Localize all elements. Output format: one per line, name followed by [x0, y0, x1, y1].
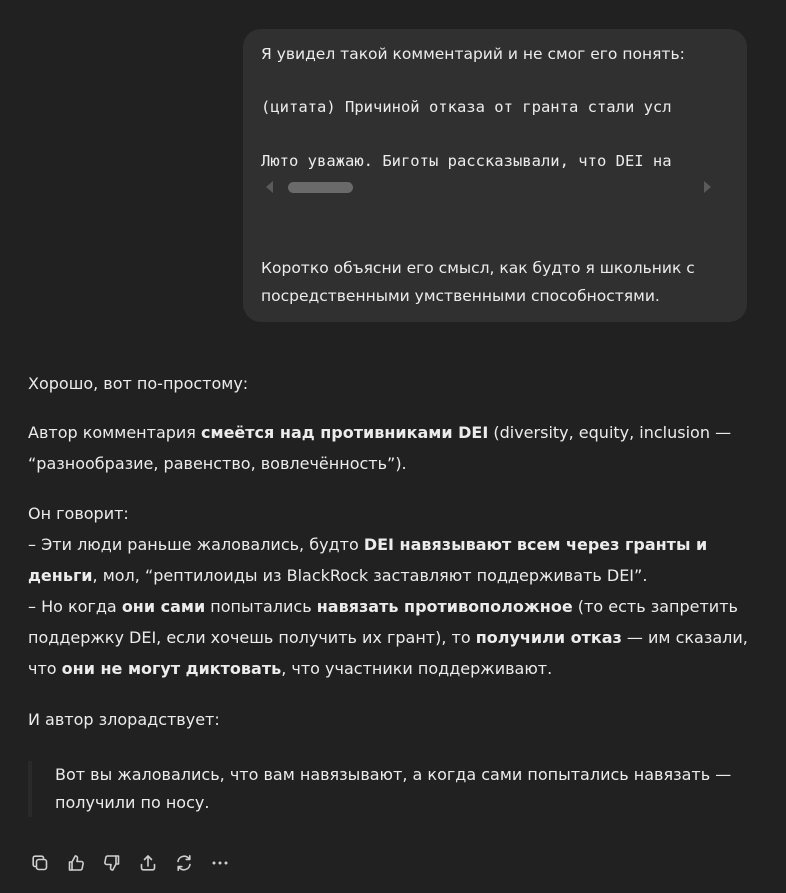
assistant-definition: [28, 417, 753, 479]
text-span: – Эти люди раньше жаловались, будто: [28, 535, 364, 554]
horizontal-scrollbar[interactable]: [261, 179, 729, 195]
text-span: , что участники поддерживают.: [281, 659, 553, 678]
text-span: (то есть запретить поддержку DEI, если хочешь получить их грант), то: [28, 597, 738, 647]
assistant-gloat: И автор злорадствует:: [28, 710, 220, 729]
thumbs-up-button[interactable]: [65, 852, 87, 874]
thumbs-up-icon: [66, 853, 86, 873]
bold-span: они не могут диктовать: [61, 659, 282, 678]
text-span: – Но когда: [28, 597, 122, 616]
scroll-right-arrow-icon[interactable]: [704, 181, 711, 193]
bold-span: DEI навязывают всем через гранты и деньги: [28, 535, 708, 585]
code-line-comment: Люто уважаю. Биготы рассказывали, что DEI на: [261, 152, 672, 170]
bold-span: смеётся над противниками DEI: [201, 423, 489, 442]
text-span: (diversity, equity, inclusion — “разнообразие, равенство, вовлечённость”).: [28, 423, 732, 473]
text-span: — им сказали, что: [28, 628, 748, 678]
share-icon: [138, 853, 158, 873]
user-message-intro: Я увидел такой комментарий и не смог его понять:: [261, 45, 685, 63]
assistant-explanation: [28, 498, 753, 684]
bold-span: получили отказ: [475, 628, 622, 647]
regenerate-button[interactable]: [173, 852, 195, 874]
share-button[interactable]: [137, 852, 159, 874]
copy-icon: [30, 853, 50, 873]
user-message-bubble: [243, 29, 747, 322]
text-span: Автор комментария: [28, 423, 202, 442]
explanation-heading: Он говорит:: [28, 504, 129, 523]
code-line-quote: (цитата) Причиной отказа от гранта стали усл: [261, 98, 672, 116]
scrollbar-thumb[interactable]: [288, 182, 353, 193]
more-options-button[interactable]: [209, 852, 231, 874]
bold-span: навязать противоположное: [316, 597, 573, 616]
copy-button[interactable]: [29, 852, 51, 874]
bold-span: они сами: [121, 597, 206, 616]
text-span: попытались: [205, 597, 317, 616]
assistant-intro: Хорошо, вот по-простому:: [28, 374, 249, 393]
thumbs-down-icon: [102, 853, 122, 873]
thumbs-down-button[interactable]: [101, 852, 123, 874]
blockquote: Вот вы жаловались, что вам навязывают, а когда сами попытались навязать — получили по носу.: [28, 761, 748, 817]
text-span: , мол, “рептилоиды из BlackRock заставляют поддерживать DEI”.: [92, 566, 648, 585]
user-message-request: Коротко объясни его смысл, как будто я школьник с посредственными умственными способностями.: [261, 259, 695, 305]
regenerate-icon: [174, 853, 194, 873]
scroll-left-arrow-icon[interactable]: [266, 181, 273, 193]
more-icon: [210, 853, 230, 873]
